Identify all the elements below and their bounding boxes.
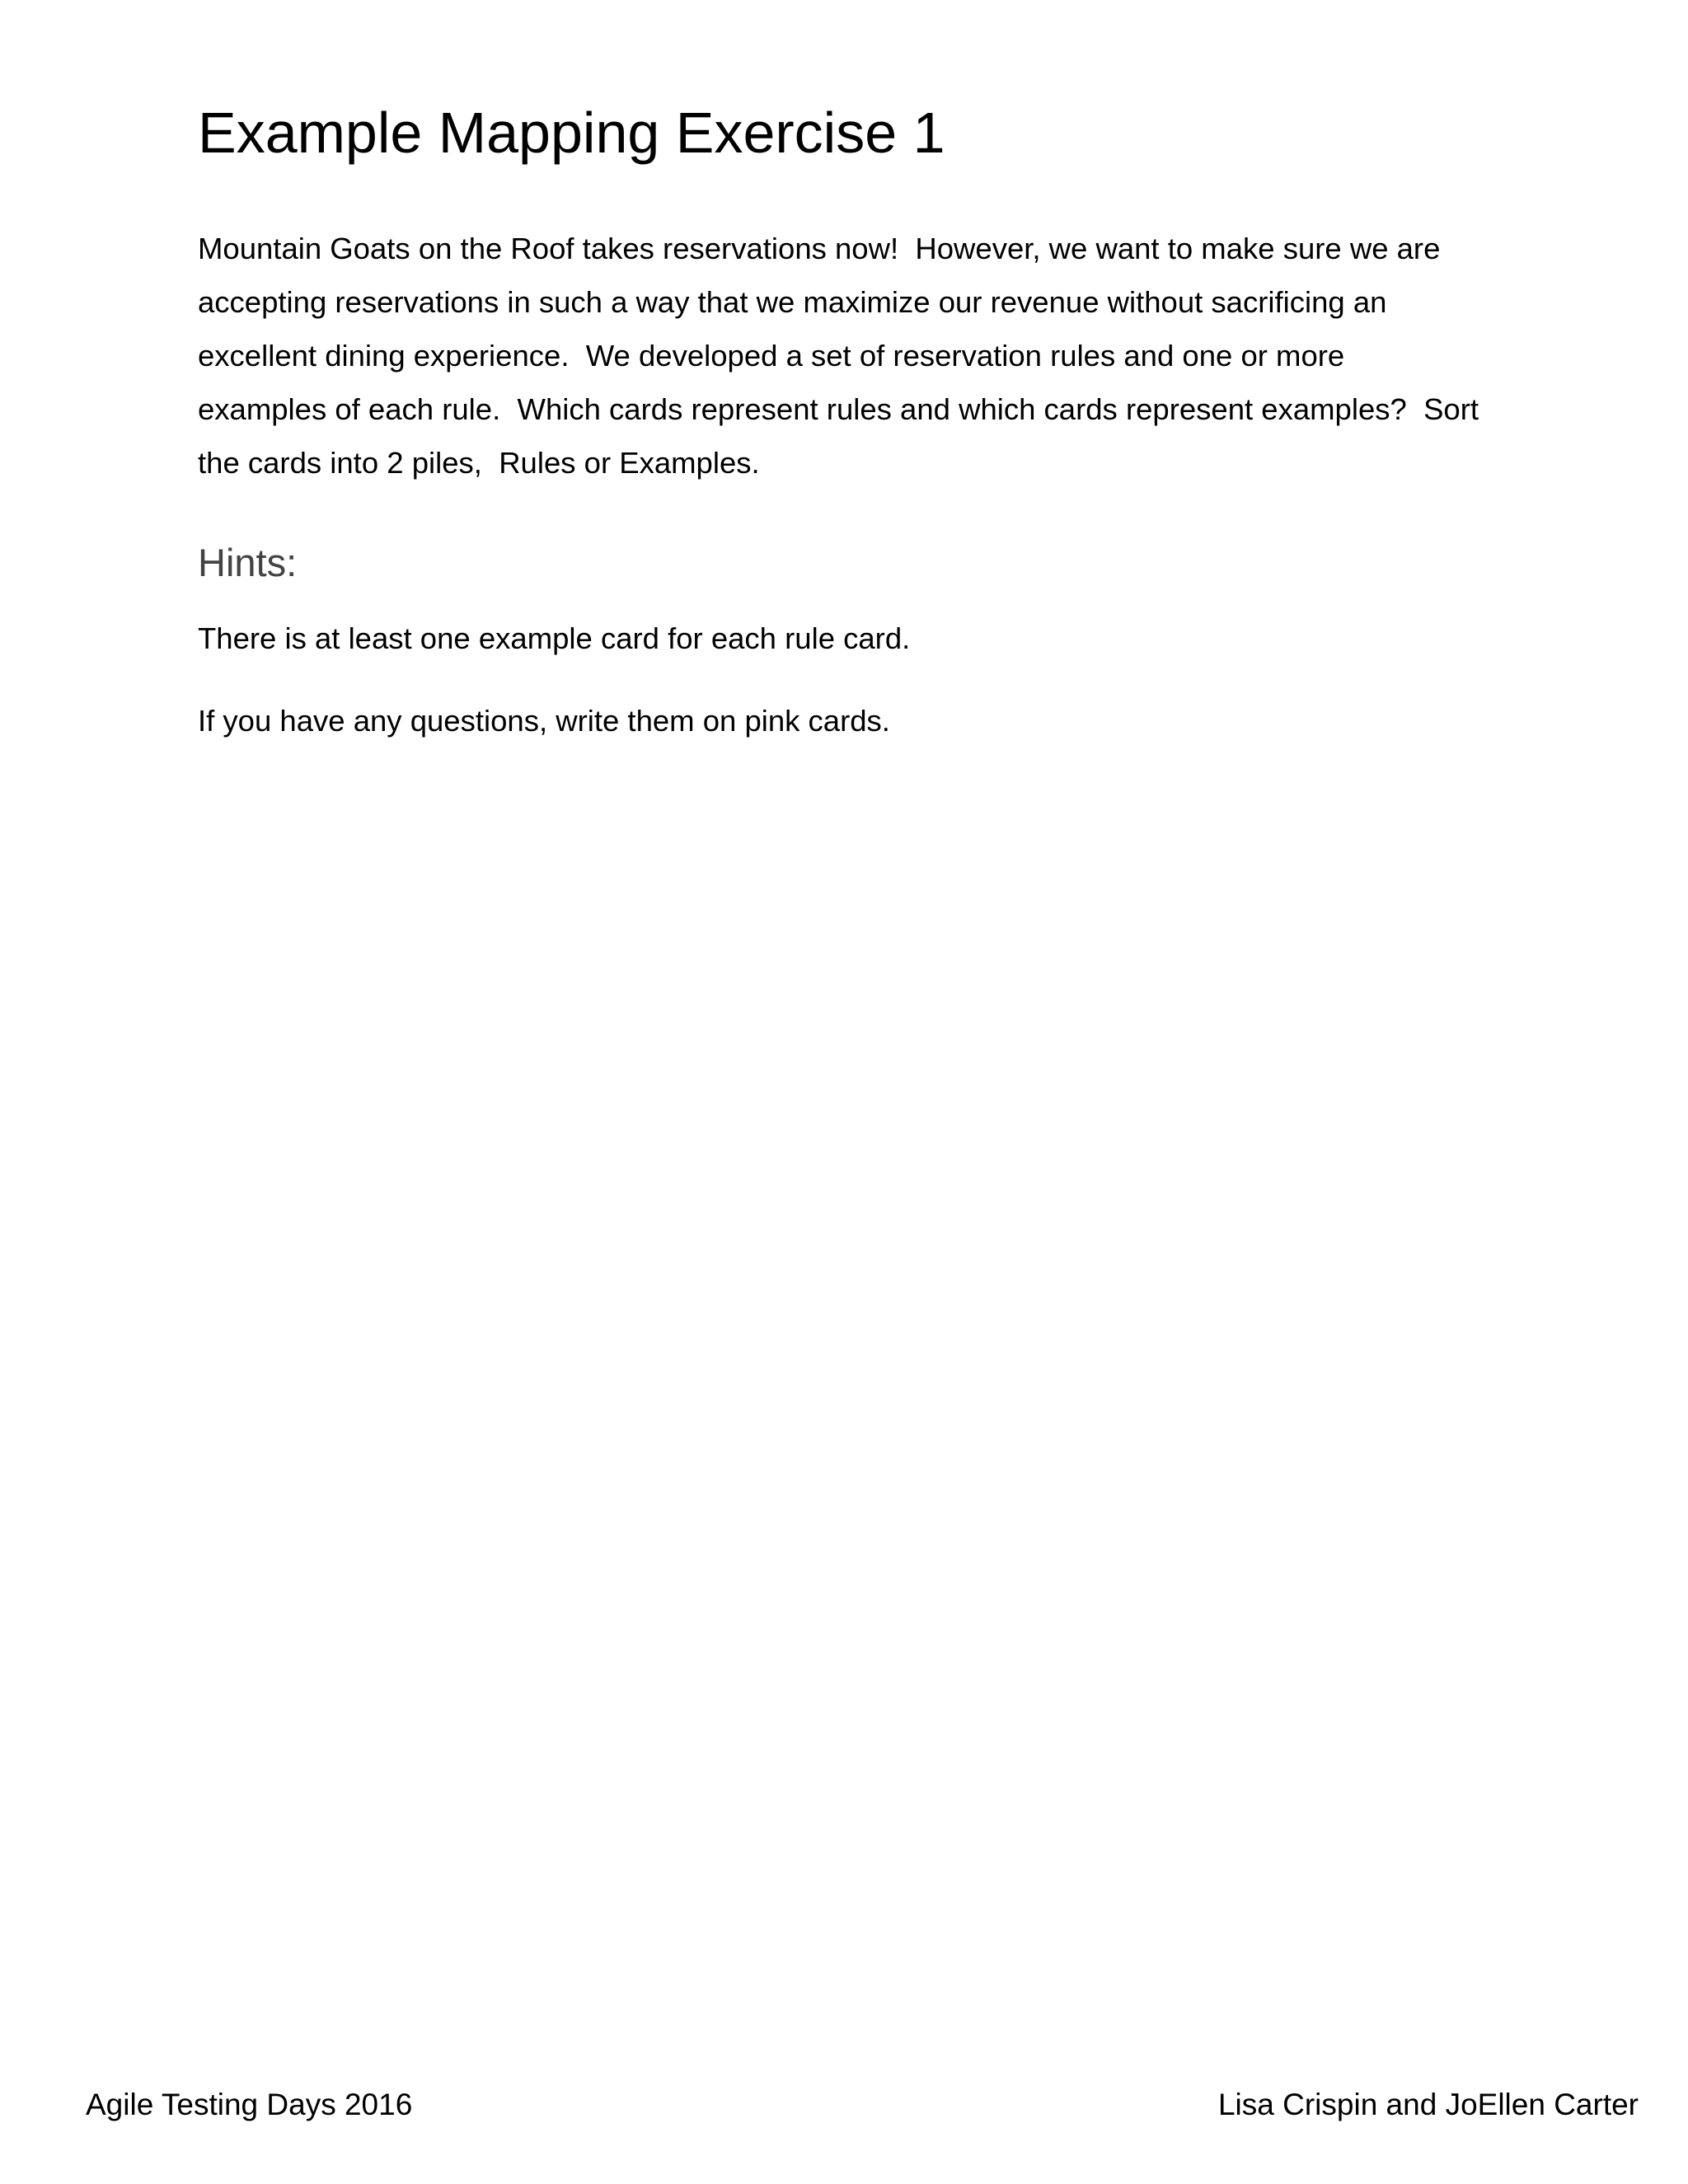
- page-title: Example Mapping Exercise 1: [198, 101, 945, 165]
- intro-line: accepting reservations in such a way that we maximize our revenue without sacrificing an: [198, 285, 1387, 319]
- hint-text: If you have any questions, write them on pink cards.: [198, 704, 890, 738]
- footer-event: Agile Testing Days 2016: [86, 2088, 413, 2121]
- intro-line: Mountain Goats on the Roof takes reservations now! However, we want to make sure we are: [198, 232, 1441, 265]
- intro-paragraph: [198, 222, 1517, 490]
- intro-line: examples of each rule. Which cards represent rules and which cards represent examples? Sort: [198, 392, 1479, 426]
- intro-line: excellent dining experience. We developed a set of reservation rules and one or more: [198, 339, 1345, 373]
- intro-line: the cards into 2 piles, Rules or Examples.: [198, 446, 760, 480]
- hints-heading: Hints:: [198, 541, 298, 584]
- hint-text: There is at least one example card for each rule card.: [198, 621, 911, 655]
- footer-authors: Lisa Crispin and JoEllen Carter: [1217, 2088, 1639, 2121]
